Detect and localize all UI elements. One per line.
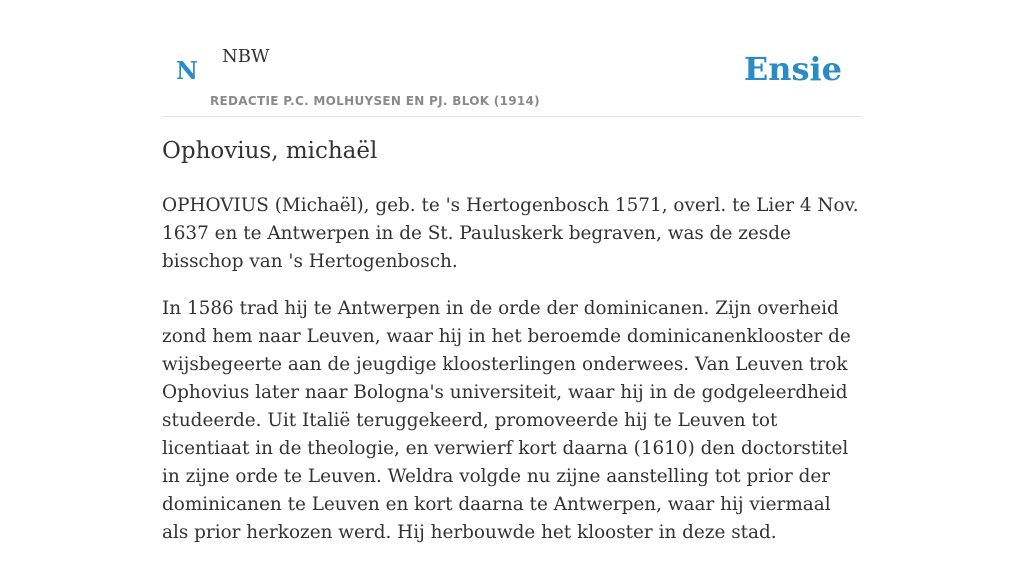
site-header	[162, 0, 862, 117]
source-logo-icon[interactable]: N	[176, 56, 198, 85]
article-paragraph: OPHOVIUS (Michaël), geb. te 's Hertogenbosch 1571, overl. te Lier 4 Nov. 1637 en te Antwerpen in de St. Pauluskerk begraven, was de zesde bisschop van 's Hertogenbosch.	[162, 195, 859, 272]
brand-logo-link[interactable]: Ensie	[743, 50, 842, 88]
source-name[interactable]: NBW	[222, 46, 270, 67]
source-subtitle: REDACTIE P.C. MOLHUYSEN EN PJ. BLOK (1914)	[210, 94, 540, 108]
article-paragraph: In 1586 trad hij te Antwerpen in de orde der dominicanen. Zijn overheid zond hem naar Leuven, waar hij in het beroemde dominicanenklooster de wijsbegeerte aan de jeugdige kloosterlingen onderwees. Van Leuven trok Ophovius later naar Bologna's universiteit, waar hij in de godgeleerdheid studeerde. Uit Italië teruggekeerd, promoveerde hij te Leuven tot licentiaat in de theologie, en verwierf kort daarna (1610) den doctorstitel in zijne orde te Leuven. Weldra volgde nu zijne aanstelling tot prior der dominicanen te Leuven en kort daarna te Antwerpen, waar hij viermaal als prior herkozen werd. Hij herbouwde het klooster in deze stad.	[162, 298, 851, 543]
article-title: Ophovius, michaël	[162, 138, 378, 164]
article-body	[162, 192, 862, 566]
